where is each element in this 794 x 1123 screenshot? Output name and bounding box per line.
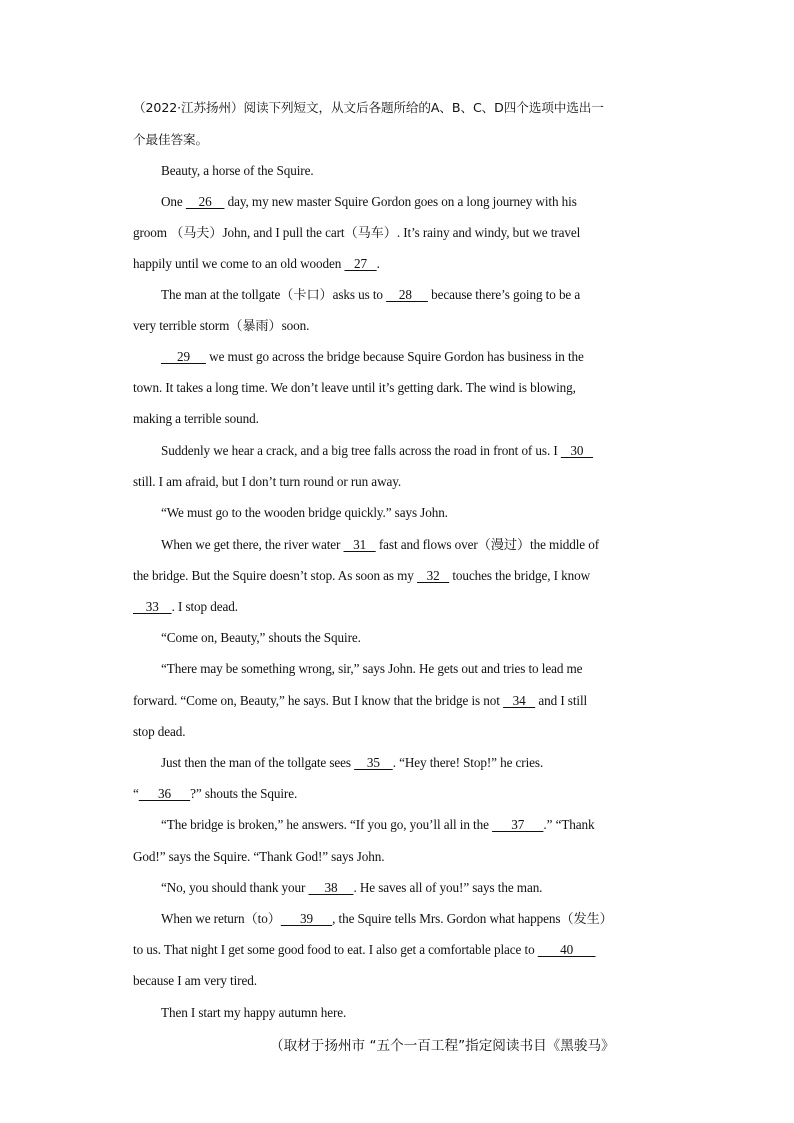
- paragraph-line: [161, 878, 542, 898]
- paragraph-line: because I am very tired.: [133, 973, 257, 988]
- paragraph-line: still. I am afraid, but I don’t turn round or run away.: [133, 474, 402, 489]
- text-span: One: [161, 194, 186, 209]
- text-span: .: [376, 256, 380, 271]
- blank-40: 40: [537, 942, 596, 957]
- paragraph-line: “We must go to the wooden bridge quickly.” says John.: [161, 505, 448, 520]
- text-span: , the Squire tells Mrs. Gordon what happens（发生）: [332, 911, 613, 926]
- paragraph-line: [133, 254, 380, 274]
- paragraph-line: [161, 909, 613, 929]
- paragraph-line: [133, 940, 596, 960]
- question-header-line1: （2022·江苏扬州）阅读下列短文，从文后各题所给的A、B、C、D四个选项中选出一: [133, 100, 604, 115]
- blank-27: 27: [344, 256, 377, 271]
- paragraph-line: [133, 691, 587, 711]
- paragraph-line: [161, 441, 593, 461]
- text-span: touches the bridge, I know: [449, 568, 591, 583]
- blank-33: 33: [133, 599, 172, 614]
- question-header-line2: 个最佳答案。: [133, 132, 208, 147]
- text-span: and I still: [535, 693, 588, 708]
- paragraph-line: stop dead.: [133, 724, 186, 739]
- text-span: fast and flows over（漫过）the middle of: [375, 537, 600, 552]
- paragraph-line: [133, 597, 238, 617]
- blank-38: 38: [308, 880, 354, 895]
- text-span: day, my new master Squire Gordon goes on a long journey with his: [224, 194, 577, 209]
- paragraph-line: [133, 784, 297, 804]
- blank-26: 26: [185, 194, 225, 209]
- paragraph-line: [133, 566, 590, 586]
- paragraph-line: “Come on, Beauty,” shouts the Squire.: [161, 630, 361, 645]
- text-span: . I stop dead.: [171, 599, 238, 614]
- paragraph-line: groom （马夫）John, and I pull the cart（马车）. It’s rainy and windy, but we travel: [133, 225, 581, 240]
- text-span: When we return（to）: [161, 911, 281, 926]
- paragraph-line: [161, 535, 599, 555]
- text-span: to us. That night I get some good food to eat. I also get a comfortable place to: [133, 942, 538, 957]
- blank-35: 35: [354, 755, 393, 770]
- paragraph-line: [161, 285, 580, 305]
- blank-32: 32: [417, 568, 450, 583]
- text-span: Just then the man of the tollgate sees: [161, 755, 355, 770]
- paragraph-line: [161, 192, 577, 212]
- blank-36: 36: [138, 786, 191, 801]
- text-span: . He saves all of you!” says the man.: [353, 880, 543, 895]
- text-span: because there’s going to be a: [427, 287, 581, 302]
- text-span: . “Hey there! Stop!” he cries.: [392, 755, 544, 770]
- paragraph-line: Then I start my happy autumn here.: [161, 1005, 347, 1020]
- blank-29: 29: [161, 349, 206, 364]
- paragraph-line: “There may be something wrong, sir,” says John. He gets out and tries to lead me: [161, 661, 583, 676]
- blank-39: 39: [280, 911, 333, 926]
- paragraph-line: [161, 815, 595, 835]
- paragraph-line: [161, 347, 584, 367]
- text-span: When we get there, the river water: [161, 537, 344, 552]
- paragraph-line: God!” says the Squire. “Thank God!” says John.: [133, 849, 385, 864]
- blank-31: 31: [343, 537, 376, 552]
- blank-34: 34: [503, 693, 536, 708]
- text-span: .” “Thank: [543, 817, 595, 832]
- text-span: “: [133, 786, 139, 801]
- text-span: forward. “Come on, Beauty,” he says. But I know that the bridge is not: [133, 693, 504, 708]
- source-citation: （取材于扬州市 “五个一百工程”指定阅读书目《黑骏马》: [270, 1038, 615, 1054]
- passage-title: Beauty, a horse of the Squire.: [161, 163, 314, 178]
- text-span: Suddenly we hear a crack, and a big tree falls across the road in front of us. I: [161, 443, 561, 458]
- text-span: The man at the tollgate（卡口）asks us to: [161, 287, 387, 302]
- paragraph-line: town. It takes a long time. We don’t leave until it’s getting dark. The wind is blowing,: [133, 380, 576, 395]
- text-span: the bridge. But the Squire doesn’t stop. As soon as my: [133, 568, 417, 583]
- text-span: we must go across the bridge because Squire Gordon has business in the: [205, 349, 584, 364]
- paragraph-line: very terrible storm（暴雨）soon.: [133, 318, 310, 333]
- text-span: happily until we come to an old wooden: [133, 256, 345, 271]
- paragraph-line: making a terrible sound.: [133, 411, 259, 426]
- blank-28: 28: [386, 287, 428, 302]
- paragraph-line: [161, 753, 543, 773]
- text-span: “No, you should thank your: [161, 880, 309, 895]
- text-span: ?” shouts the Squire.: [190, 786, 298, 801]
- blank-30: 30: [560, 443, 594, 458]
- blank-37: 37: [492, 817, 544, 832]
- text-span: “The bridge is broken,” he answers. “If you go, you’ll all in the: [161, 817, 493, 832]
